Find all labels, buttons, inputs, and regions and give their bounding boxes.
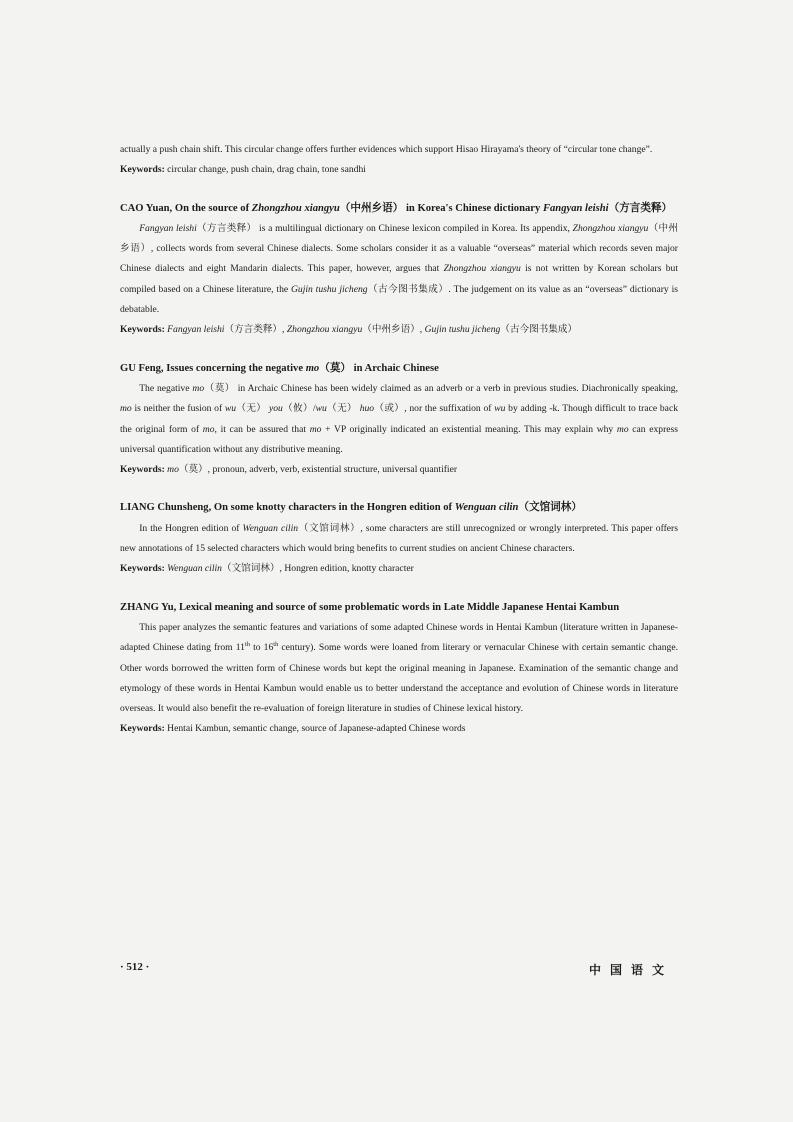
page-content <box>120 140 678 740</box>
abstract-text: actually a push chain shift. This circular change offers further evidences which support Hisao Hirayama's theory of “circular tone change”. <box>120 144 653 155</box>
keywords-line: Keywords: mo（莫）, pronoun, adverb, verb, existential structure, universal quantifier <box>120 464 458 476</box>
keywords-line <box>120 160 678 180</box>
keywords-label: Keywords: <box>120 723 165 735</box>
article-abstract: Fangyan leishi（方言类释） is a multilingual dictionary on Chinese lexicon compiled in Korea. Its appendix, Zhongzhou xiangyu（中州乡语）, collects words from several Chinese dialects. Some scholars consider it as a valuable “overseas” material which records seven major Chinese dialects and eight Mandarin dialects. This paper, however, argues that Zhongzhou xiangyu is not written by Korean scholars but compiled based on a Chinese literature, the Gujin tushu jicheng（古今图书集成）. The judgement on its value as an “overseas” dictionary is debatable. <box>120 222 679 316</box>
article-entry-cao <box>120 199 678 341</box>
keywords-label: Keywords: <box>120 324 165 336</box>
keywords-line: Keywords: Hentai Kambun, semantic change, source of Japanese-adapted Chinese words <box>120 723 466 735</box>
article-entry-zhang <box>120 598 678 740</box>
abstract-continuation <box>120 140 678 181</box>
article-abstract: This paper analyzes the semantic features and variations of some adapted Chinese words in Hentai Kambun (literature written in Japanese-adapted Chinese dating from 11th to 16th century). Some words were loaned from literary or vernacular Chinese with certain semantic change. Other words borrowed the written form of Chinese words but kept the original meaning in Japanese. Examination of the semantic change and etymology of these words in Hentai Kambun would enable us to better understand the acceptance and evolution of Chinese words in literature overseas. It would also benefit the re-evaluation of foreign literature in studies of Chinese lexical history. <box>120 621 678 715</box>
keywords-line: Keywords: Wenguan cilin（文馆词林）, Hongren edition, knotty character <box>120 563 414 575</box>
page-footer <box>0 961 793 983</box>
article-title: ZHANG Yu, Lexical meaning and source of some problematic words in Late Middle Japanese Hentai Kambun <box>120 601 620 613</box>
keywords-label: Keywords: <box>120 164 165 176</box>
article-title: GU Feng, Issues concerning the negative mo（莫） in Archaic Chinese <box>120 362 439 374</box>
article-abstract: The negative mo（莫） in Archaic Chinese has been widely claimed as an adverb or a verb in previous studies. Diachronically speaking, mo is neither the fusion of wu（无） you（攸）/wu（无） huo（或）, nor the suffixation of wu by adding -k. Though difficult to trace back the original form of mo, it can be assured that mo + VP originally indicated an existential meaning. This may explain why mo can express universal quantification without any distributive meaning. <box>120 382 679 455</box>
keywords-values: circular change, push chain, drag chain, tone sandhi <box>167 164 366 176</box>
article-entry-liang <box>120 498 678 579</box>
keywords-line: Keywords: Fangyan leishi（方言类释）, Zhongzhou xiangyu（中州乡语）, Gujin tushu jicheng（古今图书集成） <box>120 324 578 336</box>
article-title: LIANG Chunsheng, On some knotty characters in the Hongren edition of Wenguan cilin（文馆词林） <box>120 502 582 514</box>
article-abstract: In the Hongren edition of Wenguan cilin（文馆词林）, some characters are still unrecognized or wrongly interpreted. This paper offers new annotations of 15 selected characters which would bring benefits to current studies on ancient Chinese characters. <box>120 522 678 555</box>
page-number: · 512 · <box>120 961 150 973</box>
keywords-label: Keywords: <box>120 464 165 476</box>
article-title: CAO Yuan, On the source of Zhongzhou xiangyu（中州乡语） in Korea's Chinese dictionary Fangyan leishi（方言类释） <box>120 202 673 214</box>
article-entry-gu <box>120 359 678 481</box>
keywords-label: Keywords: <box>120 563 165 575</box>
journal-name: 中国语文 <box>588 963 673 977</box>
